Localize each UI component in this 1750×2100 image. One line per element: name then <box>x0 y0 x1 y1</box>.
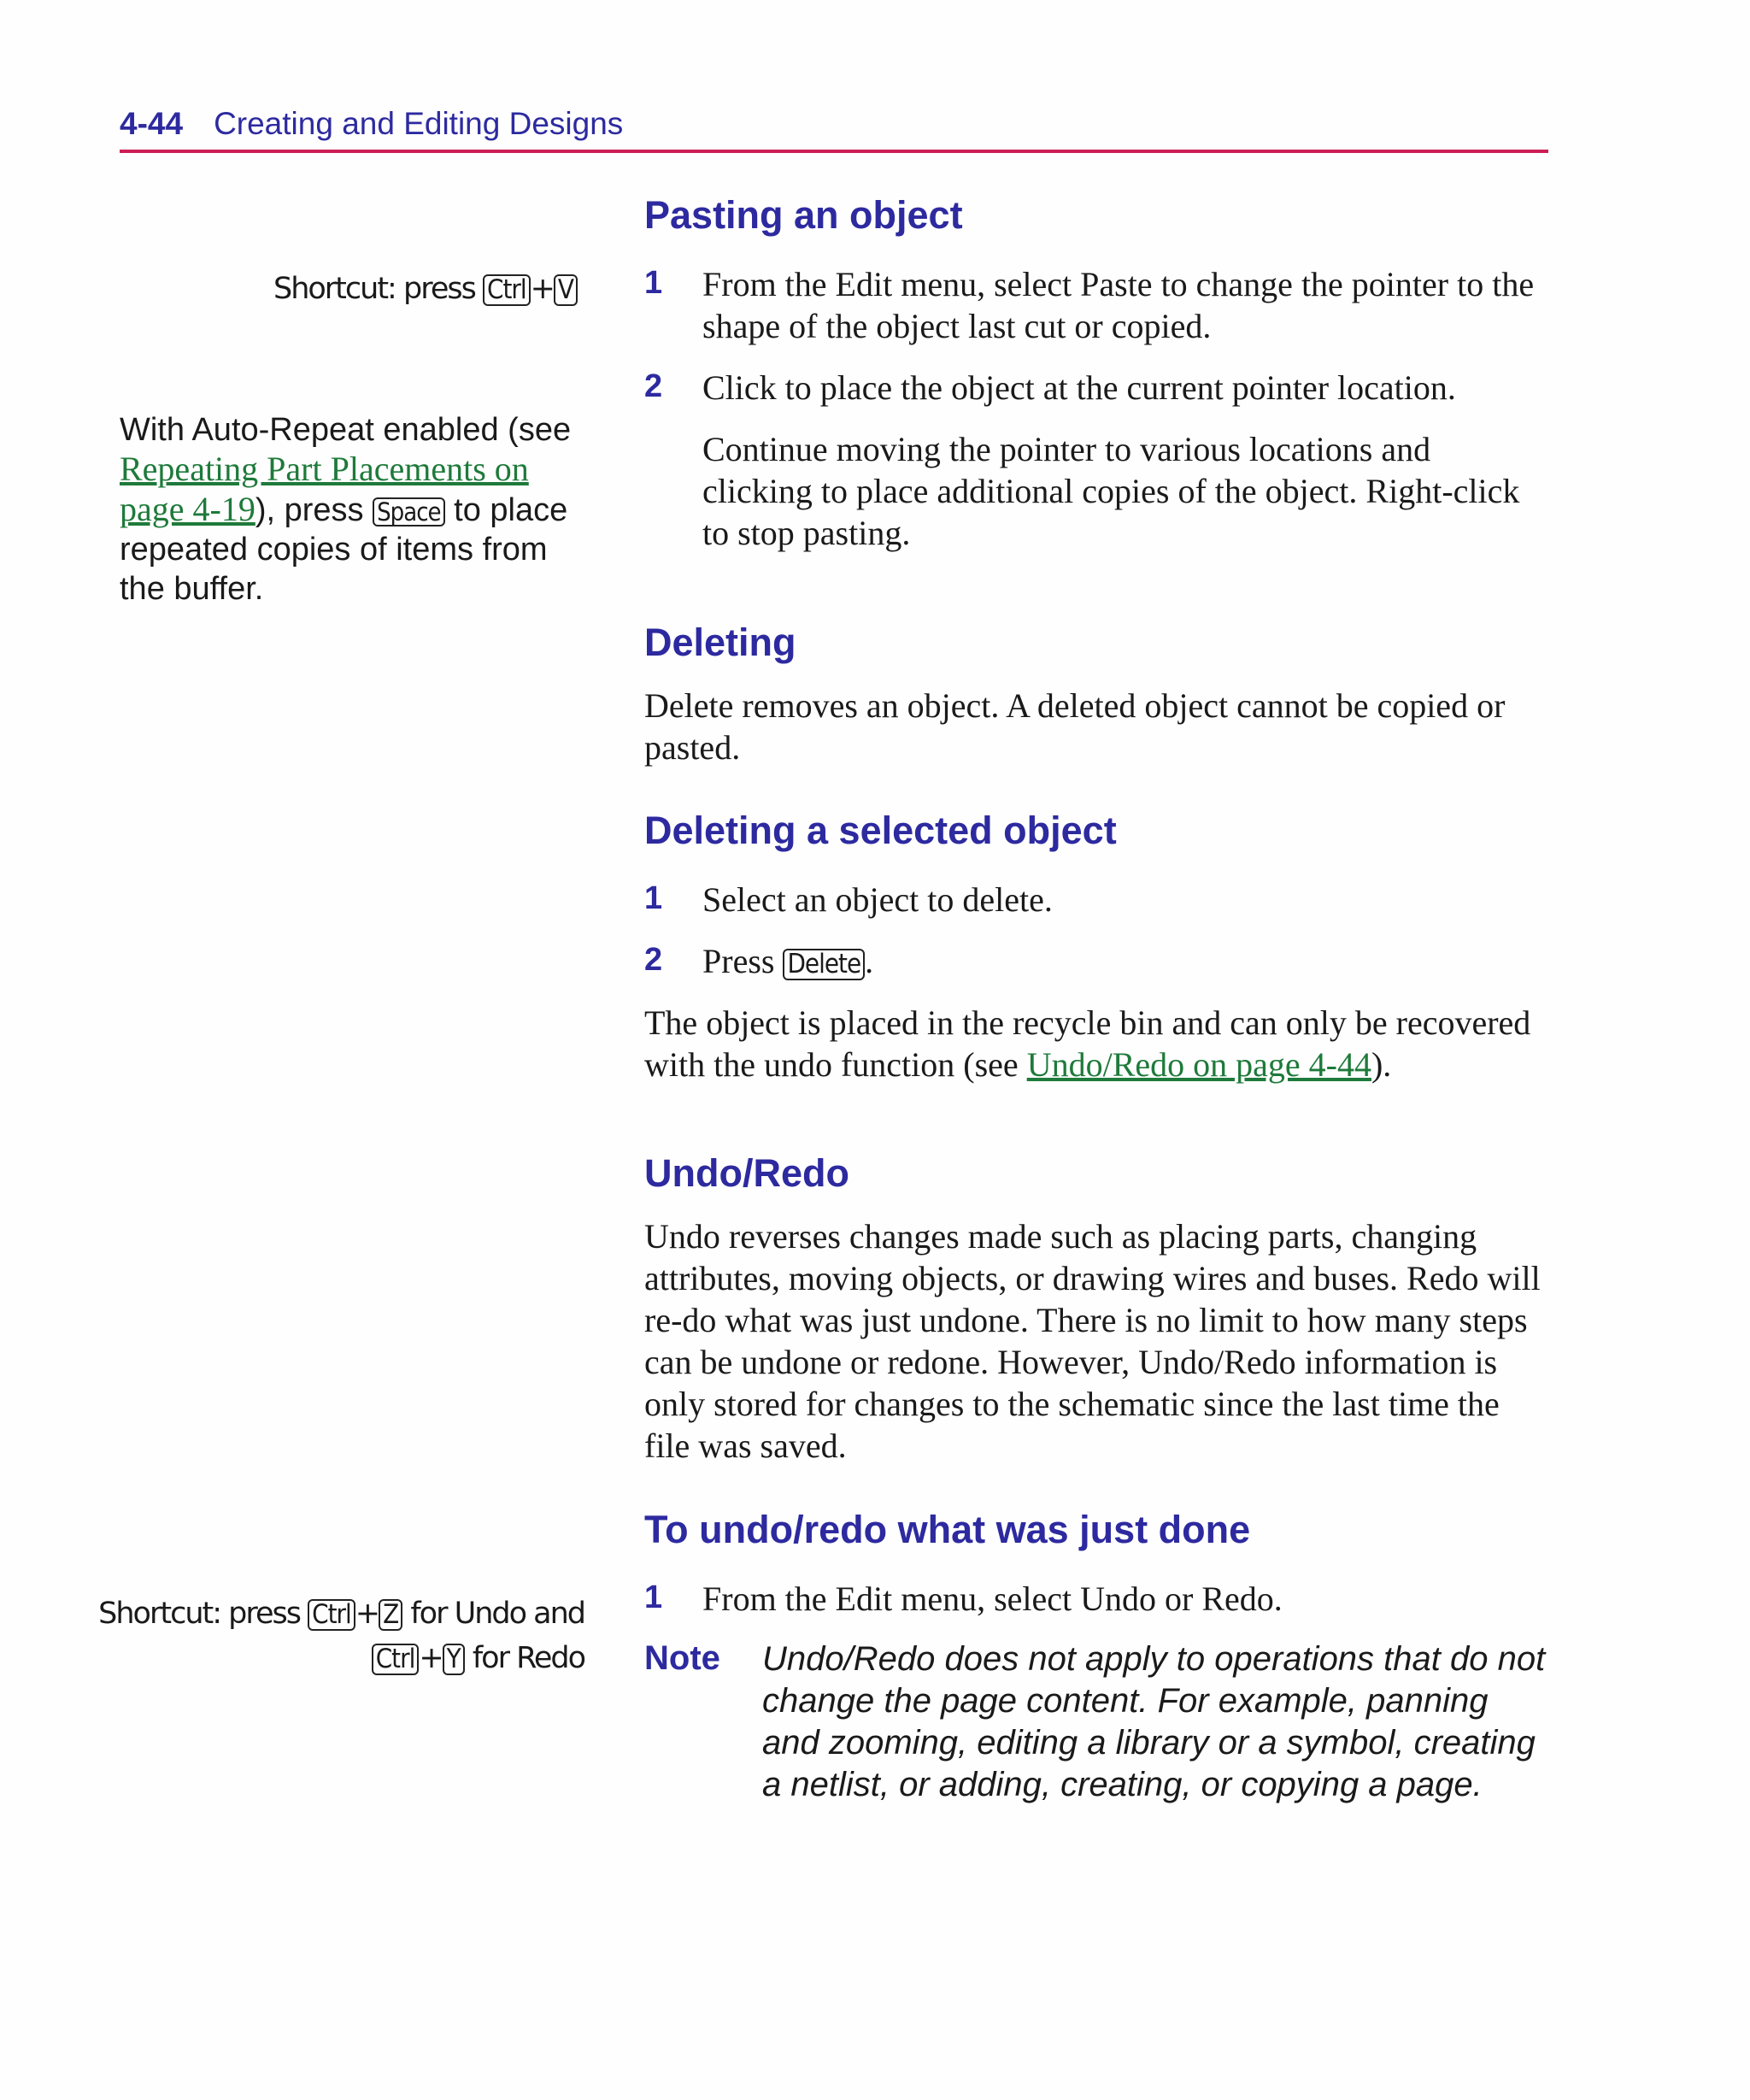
page-number: 4-44 <box>120 106 184 141</box>
step-number: 2 <box>644 942 663 978</box>
deleting-body: Delete removes an object. A deleted object cannot be copied or pasted. <box>644 686 1506 767</box>
heading-deleting: Deleting <box>644 621 796 664</box>
press-text: Press <box>702 942 775 980</box>
ctrl-key: Ctrl <box>308 1599 355 1631</box>
note-text: Undo/Redo does not apply to operations that do not change the page content. For example, panning and zooming, editing a library or a symbol, creating a netlist, or adding, creating, or copying a page. <box>762 1640 1546 1803</box>
plus-sign: + <box>530 272 554 306</box>
undo-redo-body: Undo reverses changes made such as placing parts, changing attributes, moving objects, or drawing wires and buses. Redo will re-do what was just undone. There is no limit to how many steps can be undone or redone. However, Undo/Redo information is only stored for changes to the schematic since the last time the file was saved. <box>644 1217 1541 1465</box>
note-label: Note <box>644 1639 720 1677</box>
delete-step-1: Select an object to delete. <box>702 880 1053 919</box>
z-key: Z <box>379 1599 402 1631</box>
step-number: 2 <box>644 368 663 404</box>
step-number: 1 <box>644 1579 663 1615</box>
recycle-bin-paragraph <box>644 1002 1548 1085</box>
undo-suffix: for Undo and <box>410 1597 584 1631</box>
shortcut-prefix: Shortcut: press <box>98 1597 300 1631</box>
step-number: 1 <box>644 880 663 916</box>
paste-step-2: Click to place the object at the current pointer location. <box>702 368 1456 407</box>
undo-shortcut-note <box>98 1591 584 1680</box>
heading-pasting-an-object: Pasting an object <box>644 193 963 237</box>
delete-key: Delete <box>783 949 865 980</box>
delete-step-2 <box>702 940 1548 982</box>
repeating-part-placements-link[interactable]: Repeating Part Placements on page 4-19 <box>120 450 529 528</box>
redo-suffix: for Redo <box>472 1641 584 1675</box>
page-header <box>120 106 623 142</box>
v-key: V <box>554 274 578 306</box>
heading-to-undo-redo: To undo/redo what was just done <box>644 1508 1251 1551</box>
redo-shortcut-line <box>98 1636 584 1680</box>
y-key: Y <box>443 1644 465 1675</box>
plus-sign: + <box>355 1597 379 1631</box>
ctrl-key: Ctrl <box>483 274 531 306</box>
heading-undo-redo: Undo/Redo <box>644 1151 849 1195</box>
chapter-title: Creating and Editing Designs <box>214 106 624 141</box>
space-key: Space <box>373 497 445 526</box>
heading-deleting-selected-object: Deleting a selected object <box>644 809 1117 852</box>
undo-shortcut-line <box>98 1591 584 1636</box>
undo-step-1: From the Edit menu, select Undo or Redo. <box>702 1579 1283 1618</box>
paste-step-2-continued: Continue moving the pointer to various locations and clicking to place additional copies of the object. Right-click to stop pasting. <box>702 430 1520 552</box>
auto-repeat-text: With Auto-Repeat enabled (see <box>120 412 572 448</box>
header-rule <box>120 150 1548 153</box>
paste-shortcut-note <box>273 272 578 306</box>
plus-sign: + <box>419 1641 443 1675</box>
auto-repeat-text: ), press <box>255 492 373 528</box>
ctrl-key: Ctrl <box>372 1644 420 1675</box>
undo-redo-link[interactable]: Undo/Redo on page 4-44 <box>1026 1045 1371 1084</box>
auto-repeat-text: to place repeated copies of items from the buffer. <box>120 492 568 607</box>
auto-repeat-note <box>120 410 598 609</box>
paste-step-1: From the Edit menu, select Paste to change the pointer to the shape of the object last cut or copied. <box>702 265 1535 345</box>
step-number: 1 <box>644 265 663 301</box>
shortcut-prefix: Shortcut: press <box>273 272 475 306</box>
period: . <box>865 942 874 980</box>
recycle-bin-text: ). <box>1371 1045 1392 1084</box>
recycle-bin-text: The object is placed in the recycle bin and can only be recovered with the undo function (see <box>644 1003 1531 1084</box>
